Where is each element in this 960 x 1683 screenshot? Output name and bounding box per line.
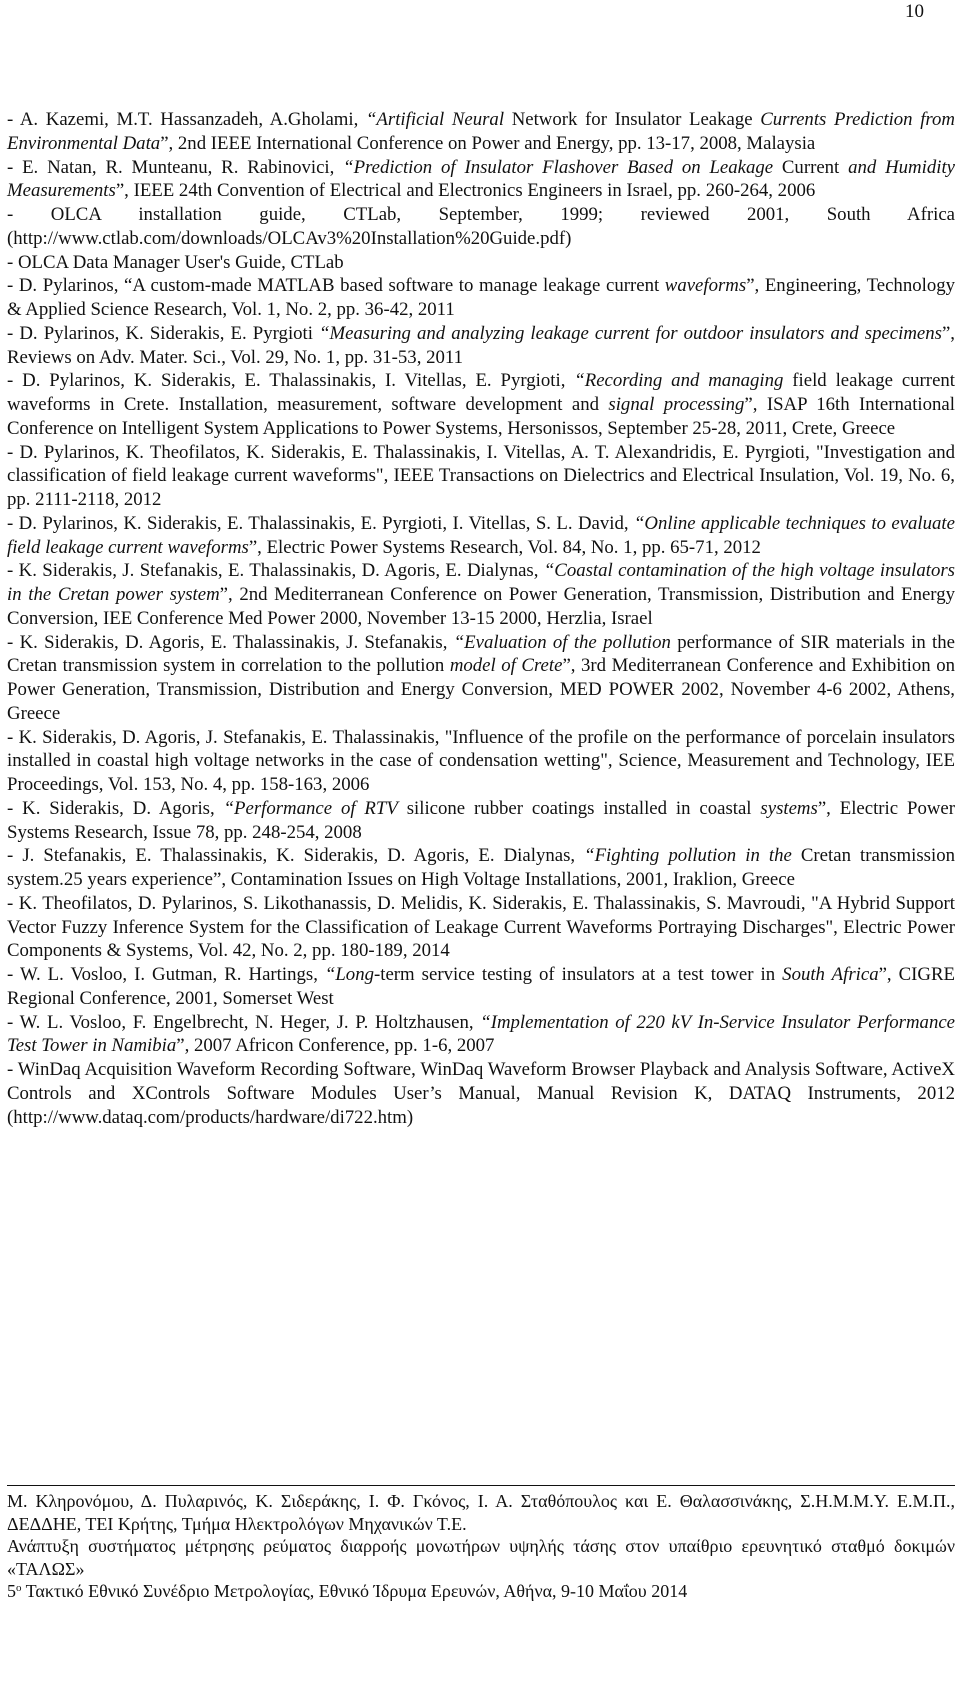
conference-ordinal: ο <box>16 1582 22 1594</box>
reference-title-italic: “Performance of RTV <box>223 797 398 819</box>
reference-text: ”, Engineering, Technology & Applied Science Research, Vol. 1, No. 2, pp. 36-42, 2011 <box>7 275 955 320</box>
reference-item <box>7 963 955 1011</box>
reference-item <box>7 156 955 204</box>
reference-title-italic: waveforms <box>664 275 747 297</box>
reference-text: Cretan transmission system.25 years experience”, Contamination Issues on High Voltage Installations, 2001, Iraklion, Greece <box>7 845 955 890</box>
reference-text: - K. Siderakis, D. Agoris, <box>7 797 224 819</box>
reference-text: - D. Pylarinos, K. Siderakis, E. Thalassinakis, I. Vitellas, E. Pyrgioti, <box>7 370 575 392</box>
reference-item <box>7 1058 955 1129</box>
reference-text: ”, 3rd Mediterranean Conference and Exhibition on Power Generation, Transmission, Distribution and Energy Conversion, MED POWER 2002, November 4-6 2002, Athens, Greece <box>7 655 955 724</box>
reference-item <box>7 369 955 440</box>
reference-text: - K. Siderakis, J. Stefanakis, E. Thalassinakis, D. Agoris, E. Dialynas, <box>7 560 544 582</box>
footer-title: Ανάπτυξη συστήματος μέτρησης ρεύματος διαρροής μονωτήρων υψηλής τάσης στον υπαίθριο ερευνητικό σταθμό δοκιμών «ΤΑΛΩΣ» <box>7 1536 955 1579</box>
footer-conference <box>7 1580 955 1603</box>
reference-text: ”, Electric Power Systems Research, Vol. 84, No. 1, pp. 65-71, 2012 <box>248 536 761 558</box>
reference-item <box>7 631 955 726</box>
reference-text: ”, Reviews on Adv. Mater. Sci., Vol. 29, No. 1, pp. 31-53, 2011 <box>7 322 955 368</box>
page-footer <box>7 1490 955 1603</box>
reference-text: - W. L. Vosloo, I. Gutman, R. Hartings, <box>7 964 325 985</box>
reference-title-italic: “Fighting pollution in the <box>584 845 792 867</box>
reference-item <box>7 726 955 797</box>
reference-item <box>7 559 955 630</box>
reference-item <box>7 251 955 275</box>
reference-text: - J. Stefanakis, E. Thalassinakis, K. Siderakis, D. Agoris, E. Dialynas, <box>7 845 585 867</box>
reference-item <box>7 892 955 963</box>
reference-item <box>7 441 955 512</box>
reference-text: ”, ISAP 16th International Conference on Intelligent System Applications to Power Systems, Hersonissos, September 25-28, 2011, Crete, Greece <box>7 394 955 439</box>
reference-text: - D. Pylarinos, K. Siderakis, E. Pyrgioti <box>7 322 320 344</box>
reference-text: ”, 2nd Mediterranean Conference on Power Generation, Transmission, Distribution and Energy Conversion, IEE Conference Med Power 2000, November 13-15 2000, Herzlia, Israel <box>7 584 955 629</box>
reference-text: performance of SIR materials in the Cretan transmission system in correlation to the pollution <box>7 631 955 677</box>
footer-divider <box>7 1485 955 1486</box>
reference-text: silicone rubber coatings installed in coastal <box>397 797 761 819</box>
footer-authors: Μ. Κληρονόμου, Δ. Πυλαρινός, Κ. Σιδεράκης, Ι. Φ. Γκόνος, Ι. Α. Σταθόπουλος και Ε. Θαλασσινάκης, Σ.Η.Μ.Μ.Υ. Ε.Μ.Π., ΔΕΔΔΗΕ, ΤΕΙ Κρήτης, Τμήμα Ηλεκτρολόγων Μηχανικών Τ.Ε. <box>7 1491 955 1534</box>
reference-title-italic: “Online applicable techniques to evaluate field leakage current waveforms <box>7 512 955 558</box>
reference-text: ”, 2nd IEEE International Conference on Power and Energy, pp. 13-17, 2008, Malaysia <box>160 132 816 154</box>
reference-text: - D. Pylarinos, K. Theofilatos, K. Siderakis, E. Thalassinakis, I. Vitellas, A. T. Alexandridis, E. Pyrgioti, "Investigation and classification of field leakage current waveforms", IEEE Transactions on Dielectrics and Electrical Insulation, Vol. 19, No. 6, pp. 2111-2118, 2012 <box>7 441 955 510</box>
reference-title-italic: “Implementation of 220 kV In-Service Insulator Performance Test Tower in Namibia <box>7 1011 956 1057</box>
reference-item <box>7 844 955 892</box>
reference-text: field leakage current waveforms in Crete. Installation, measurement, software development and <box>7 370 956 415</box>
reference-text: -term service testing of insulators at a test tower in <box>373 964 783 985</box>
reference-list <box>7 108 955 1129</box>
reference-item <box>7 274 955 322</box>
reference-title-italic: and Humidity Measurements <box>7 156 956 202</box>
reference-item <box>7 1011 955 1059</box>
reference-text: ”, 2007 Africon Conference, pp. 1-6, 2007 <box>176 1035 495 1057</box>
reference-text: ”, CIGRE Regional Conference, 2001, Somerset West <box>7 964 955 1009</box>
reference-title-italic: “Evaluation of the pollution <box>453 631 671 653</box>
reference-title-italic: “Recording and managing <box>574 370 784 392</box>
reference-title-italic: Currents Prediction from Environmental Data <box>7 109 955 154</box>
reference-title-italic: “Long <box>324 964 374 985</box>
reference-text: - OLCA installation guide, CTLab, September, 1999; reviewed 2001, South Africa (http://www.ctlab.com/downloads/OLCAv3%20Installation%20Guide.pdf) <box>7 204 955 249</box>
reference-item <box>7 512 955 560</box>
reference-text: ”, Electric Power Systems Research, Issue 78, pp. 248-254, 2008 <box>7 797 955 843</box>
reference-text: Current <box>773 156 849 178</box>
reference-title-italic: “Artificial Neural <box>365 109 505 130</box>
reference-title-italic: “Measuring and analyzing leakage current for outdoor insulators and specimens <box>319 322 942 344</box>
reference-text: Network for Insulator Leakage <box>504 109 761 130</box>
reference-text: - D. Pylarinos, K. Siderakis, E. Thalassinakis, E. Pyrgioti, I. Vitellas, S. L. David, <box>7 512 634 534</box>
reference-text: - K. Theofilatos, D. Pylarinos, S. Likothanassis, D. Melidis, K. Siderakis, E. Thalassinakis, S. Mavroudi, "A Hybrid Support Vector Fuzzy Inference System for the Classification of Leakage Current Waveforms Portraying Discharges", Electric Power Components & Systems, Vol. 42, No. 2, pp. 180-189, 2014 <box>7 892 955 962</box>
reference-title-italic: systems <box>760 797 818 819</box>
reference-item <box>7 203 955 251</box>
reference-text: ”, IEEE 24th Convention of Electrical and Electronics Engineers in Israel, pp. 260-264, 2006 <box>115 180 816 202</box>
reference-item <box>7 108 955 156</box>
reference-title-italic: “Prediction of Insulator Flashover Based on Leakage <box>343 156 774 178</box>
reference-text: - E. Natan, R. Munteanu, R. Rabinovici, <box>7 156 344 178</box>
reference-title-italic: model of Crete <box>449 655 563 677</box>
reference-text: - A. Kazemi, M.T. Hassanzadeh, A.Gholami, <box>7 109 366 130</box>
reference-text: - D. Pylarinos, “A custom-made MATLAB based software to manage leakage current <box>7 275 665 297</box>
reference-text: - OLCA Data Manager User's Guide, CTLab <box>7 251 344 273</box>
reference-text: - K. Siderakis, D. Agoris, E. Thalassinakis, J. Stefanakis, <box>7 631 454 653</box>
reference-item <box>7 322 955 370</box>
conference-number: 5 <box>7 1581 16 1601</box>
conference-text: Τακτικό Εθνικό Συνέδριο Μετρολογίας, Εθνικό Ίδρυμα Ερευνών, Αθήνα, 9-10 Μαΐου 2014 <box>21 1581 688 1601</box>
reference-text: - WinDaq Acquisition Waveform Recording Software, WinDaq Waveform Browser Playback and Analysis Software, ActiveX Controls and XControls Software Modules User’s Manual, Manual Revision K, DATAQ Instruments, 2012 (http://www.dataq.com/products/hardware/di722.htm) <box>7 1059 955 1128</box>
reference-title-italic: South Africa <box>782 964 879 985</box>
reference-item <box>7 797 955 845</box>
reference-text: - K. Siderakis, D. Agoris, J. Stefanakis, E. Thalassinakis, "Influence of the profile on the performance of porcelain insulators installed in coastal high voltage networks in the case of condensation wetting", Science, Measurement and Technology, IEE Proceedings, Vol. 153, No. 4, pp. 158-163, 2006 <box>7 726 955 795</box>
page-number: 10 <box>905 1 924 22</box>
reference-title-italic: “Coastal contamination of the high voltage insulators in the Cretan power system <box>7 560 955 605</box>
reference-text: - W. L. Vosloo, F. Engelbrecht, N. Heger, J. P. Holtzhausen, <box>7 1011 481 1033</box>
reference-title-italic: signal processing <box>608 394 745 415</box>
